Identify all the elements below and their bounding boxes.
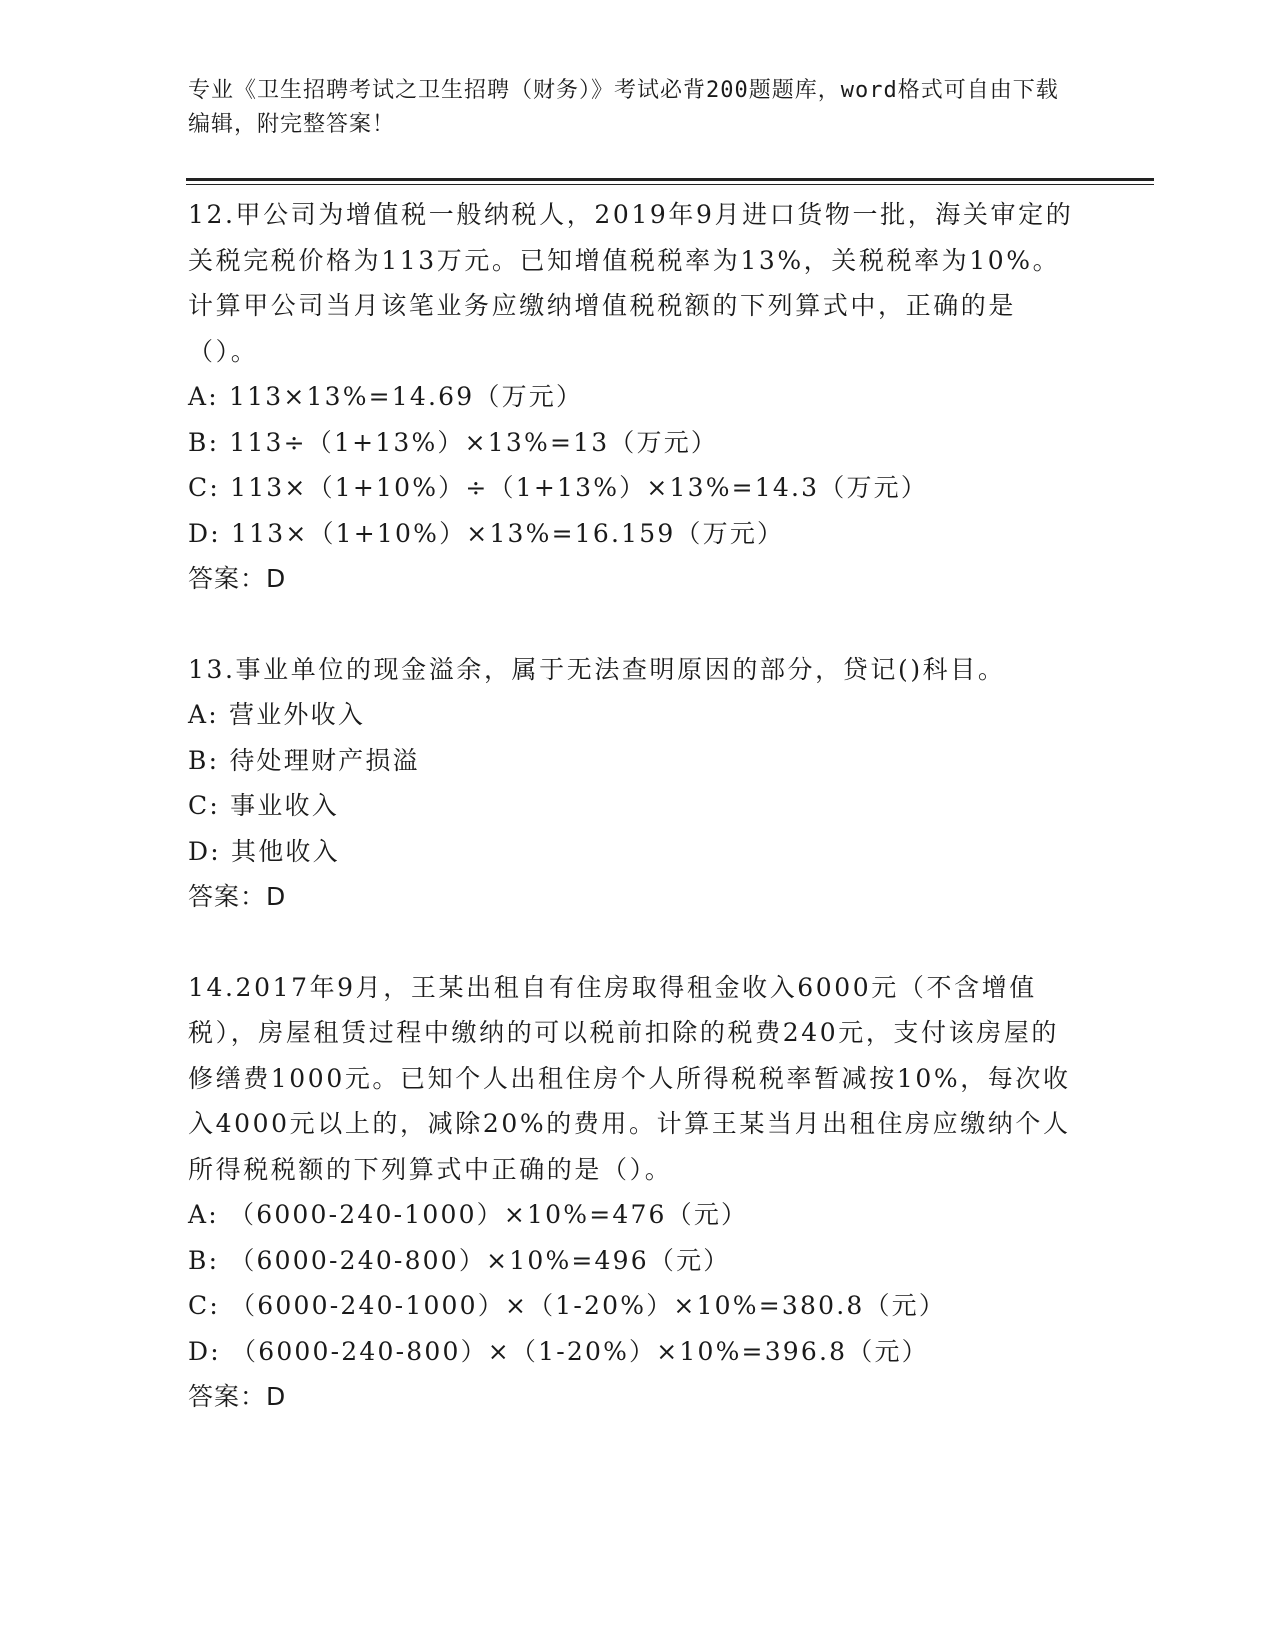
option-d: D: （6000-240-800）×（1-20%）×10%=396.8（元） <box>188 1336 929 1366</box>
option-c: C: （6000-240-1000）×（1-20%）×10%=380.8（元） <box>188 1291 947 1320</box>
answer-line: 答案：D <box>188 882 287 911</box>
option-a: A: 113×13%=14.69（万元） <box>188 382 584 411</box>
option-b: B: 待处理财产损溢 <box>188 745 420 775</box>
question-14 <box>188 965 1078 1420</box>
question-12 <box>188 192 1078 602</box>
option-b: B: 113÷（1+13%）×13%=13（万元） <box>188 427 719 457</box>
option-c: C: 113×（1+10%）÷（1+13%）×13%=14.3（万元） <box>188 473 929 502</box>
question-spacer <box>188 602 1078 647</box>
answer-line: 答案：D <box>188 564 287 593</box>
option-b: B: （6000-240-800）×10%=496（元） <box>188 1245 731 1275</box>
question-stem: 12.甲公司为增值税一般纳税人，2019年9月进口货物一批，海关审定的关税完税价格为113万元。已知增值税税率为13%，关税税率为10%。计算甲公司当月该笔业务应缴纳增值税税额的下列算式中，正确的是（）。 <box>188 200 1074 366</box>
answer-line: 答案：D <box>188 1382 287 1411</box>
option-d: D: 113×（1+10%）×13%=16.159（万元） <box>188 518 785 548</box>
option-c: C: 事业收入 <box>188 791 339 820</box>
document-header: 专业《卫生招聘考试之卫生招聘（财务）》考试必背200题题库，word格式可自由下载编辑，附完整答案！ <box>188 78 1059 137</box>
option-d: D: 其他收入 <box>188 836 340 866</box>
question-list <box>188 192 1078 1420</box>
question-stem: 13.事业单位的现金溢余，属于无法查明原因的部分，贷记()科目。 <box>188 654 1006 684</box>
header-divider-thick <box>186 178 1154 181</box>
header-divider-thin <box>186 184 1154 185</box>
option-a: A: 营业外收入 <box>188 700 366 729</box>
question-13 <box>188 647 1078 920</box>
question-stem: 14.2017年9月，王某出租自有住房取得租金收入6000元（不含增值税），房屋租赁过程中缴纳的可以税前扣除的税费240元，支付该房屋的修缮费1000元。已知个人出租住房个人所得税税率暂减按10%，每次收入4000元以上的，减除20%的费用。计算王某当月出租住房应缴纳个人所得税税额的下列算式中正确的是（）。 <box>188 972 1071 1184</box>
option-a: A: （6000-240-1000）×10%=476（元） <box>188 1200 749 1229</box>
question-spacer <box>188 920 1078 965</box>
